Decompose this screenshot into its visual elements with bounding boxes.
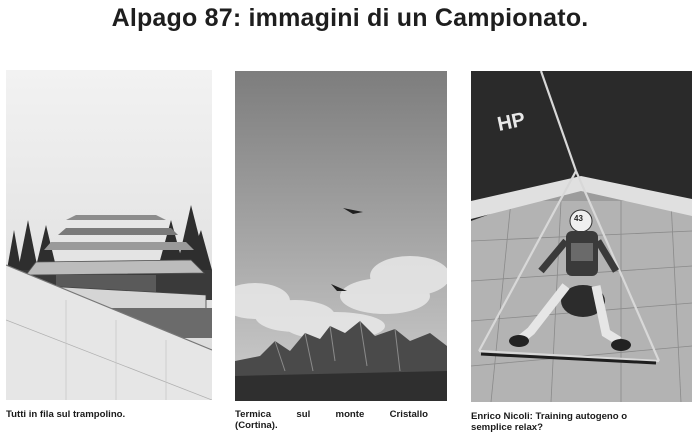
caption-line: Enrico Nicoli: Training autogeno o bbox=[471, 411, 628, 422]
photo-thermal-cristallo bbox=[235, 71, 447, 401]
photo-launch-ramp bbox=[6, 70, 212, 400]
helmet-number: 43 bbox=[574, 214, 583, 223]
caption-line: (Cortina). bbox=[235, 420, 278, 431]
wing-marking-text: HP bbox=[495, 108, 528, 136]
page-title: Alpago 87: immagini di un Campionato. bbox=[111, 4, 589, 32]
caption-line: Tutti in fila sul trampolino. bbox=[6, 409, 126, 420]
caption-photo-1 bbox=[6, 409, 212, 420]
caption-line: semplice relax? bbox=[471, 422, 543, 433]
photo-pilot-relax bbox=[471, 71, 692, 402]
caption-photo-2 bbox=[235, 409, 428, 431]
caption-line: Termica sul monte Cristallo bbox=[235, 409, 428, 420]
caption-photo-3 bbox=[471, 411, 661, 433]
